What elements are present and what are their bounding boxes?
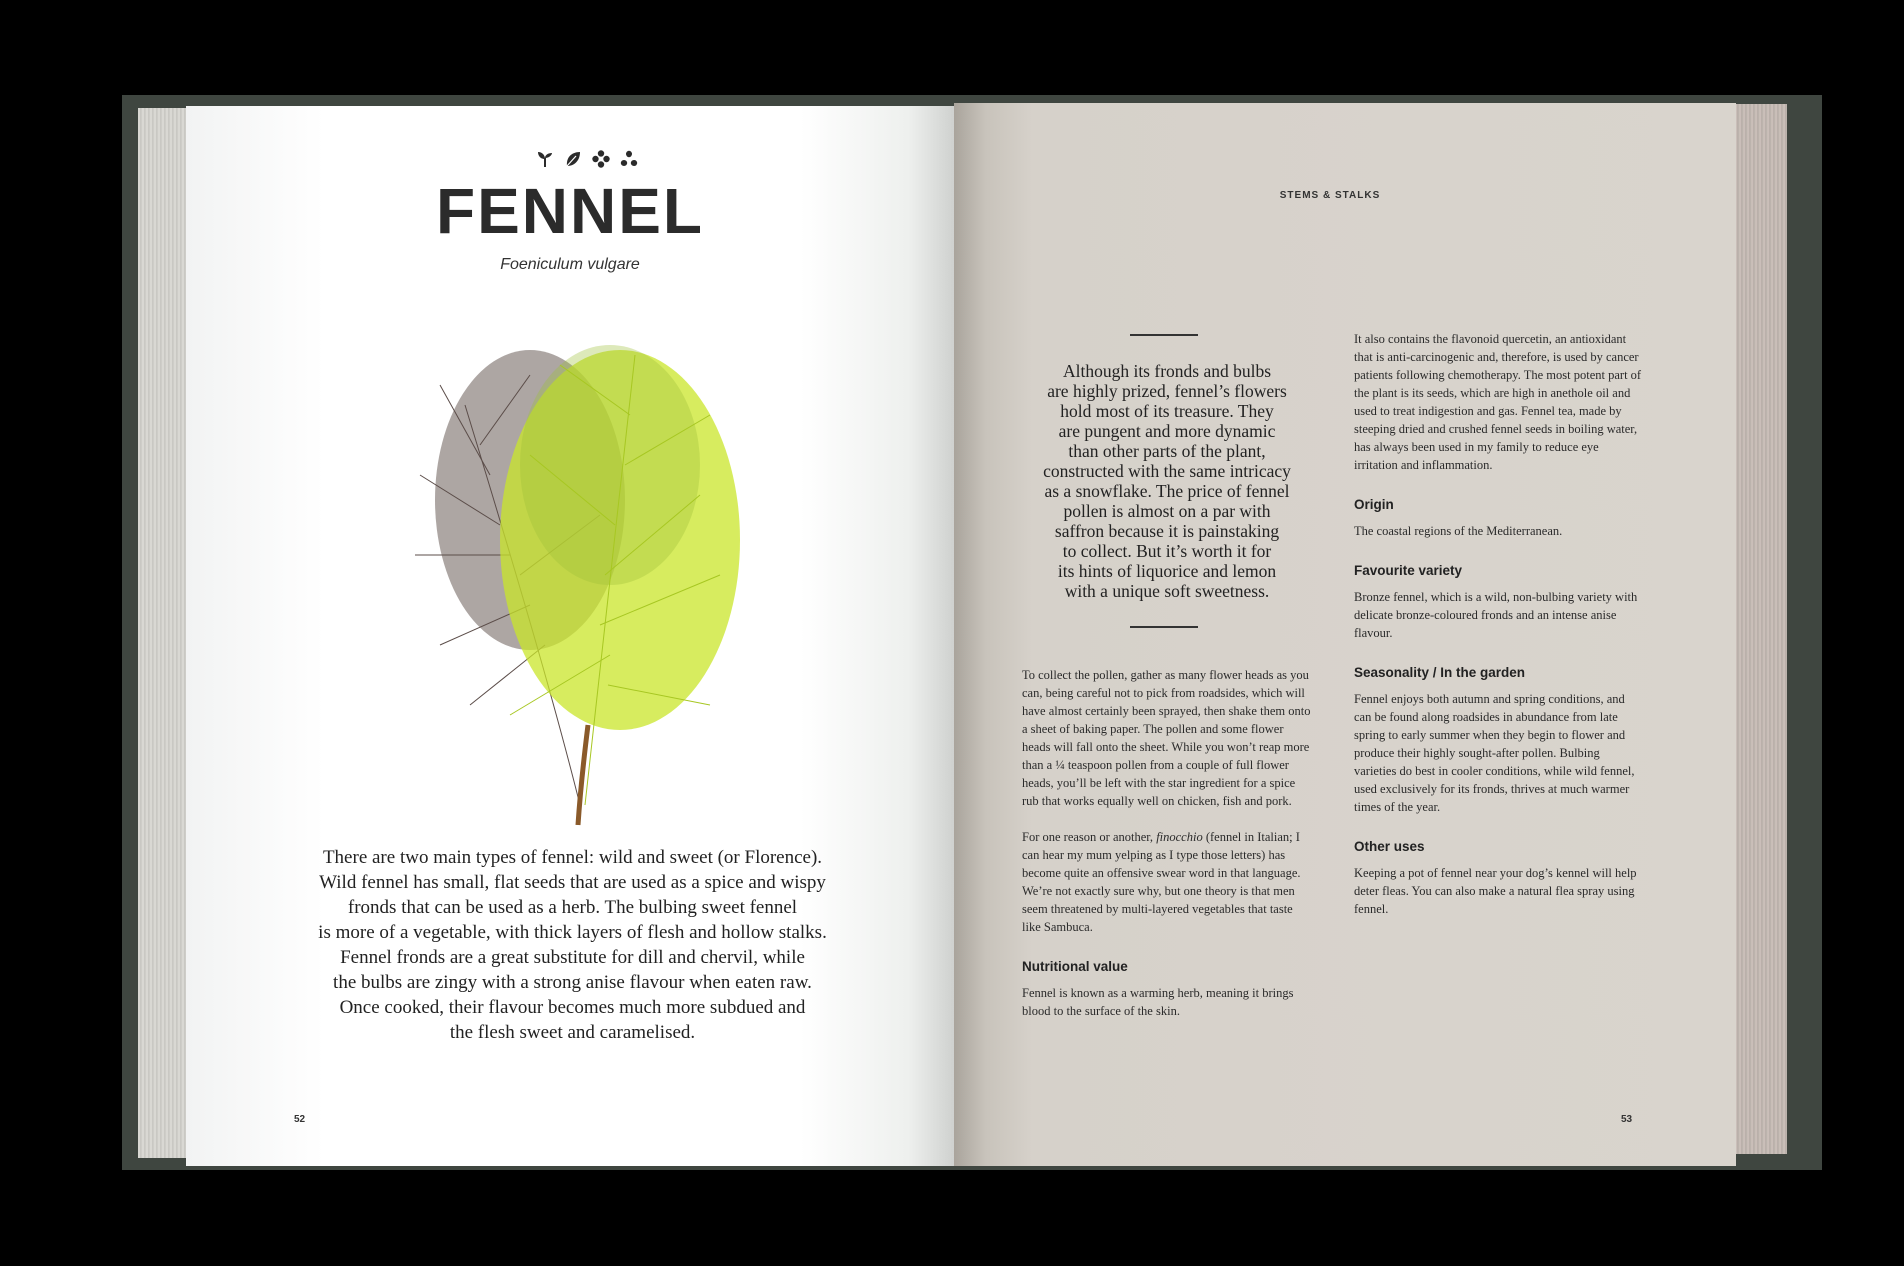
- nutrition-text: Fennel is known as a warming herb, meaning it brings blood to the surface of the skin.: [1022, 986, 1294, 1018]
- page-title: FENNEL: [436, 175, 704, 247]
- seasonality-heading: Seasonality / In the garden: [1354, 665, 1526, 680]
- pull-quote-line: with a unique soft sweetness.: [1064, 581, 1270, 601]
- other-uses-heading: Other uses: [1354, 839, 1425, 854]
- quercetin-paragraph: It also contains the flavonoid quercetin, an antioxidant that is anti-carcinogenic and, therefore, is used by cancer patients following chemotherapy. The most potent part of the plant is its seeds, which are high in anethole oil and used to treat indigestion and gas. Fennel tea, made by steeping dried and crushed fennel seeds in boiling water, has always been used in my family to reduce eye irritation and inflammation.: [1354, 332, 1642, 472]
- intro-line: There are two main types of fennel: wild and sweet (or Florence).: [322, 847, 823, 868]
- intro-line: the bulbs are zingy with a strong anise flavour when eaten raw.: [333, 972, 812, 993]
- intro-line: Wild fennel has small, flat seeds that are used as a spice and wispy: [319, 872, 826, 893]
- pull-quote-line: to collect. But it’s worth it for: [1062, 541, 1272, 561]
- seasonality-text: Fennel enjoys both autumn and spring conditions, and can be found along roadsides in abundance from late spring to early summer when they begin to flower and produce their highly sought-after pollen. Bulbing varieties do best in cooler conditions, while wild fennel, used exclusively for its fronds, thrives at much warmer times of the year.: [1354, 692, 1635, 814]
- left-page-edges: [138, 108, 188, 1158]
- page-number-right: 53: [1621, 1114, 1633, 1125]
- intro-paragraph: [280, 845, 865, 1045]
- pull-quote: [1012, 361, 1322, 601]
- fennel-fronds-photo: [380, 325, 800, 835]
- variety-text: Bronze fennel, which is a wild, non-bulbing variety with delicate bronze-coloured fronds and an intense anise flavour.: [1354, 590, 1638, 640]
- pull-quote-line: its hints of liquorice and lemon: [1057, 561, 1277, 581]
- category-icons: [535, 147, 645, 171]
- pull-quote-line: saffron because it is painstaking: [1054, 521, 1280, 541]
- pull-quote-line: pollen is almost on a par with: [1063, 501, 1271, 521]
- pull-quote-line: constructed with the same intricacy: [1043, 461, 1291, 481]
- intro-line: is more of a vegetable, with thick layers of flesh and hollow stalks.: [318, 922, 827, 943]
- pull-quote-line: are pungent and more dynamic: [1058, 421, 1276, 441]
- sprout-icon: [535, 149, 555, 169]
- body-column-left: [1022, 666, 1312, 1020]
- intro-line: Fennel fronds are a great substitute for dill and chervil, while: [340, 947, 805, 968]
- origin-heading: Origin: [1354, 497, 1394, 512]
- intro-line: the flesh sweet and caramelised.: [449, 1022, 696, 1043]
- green-fennel-frond: [500, 345, 740, 805]
- finocchio-word: finocchio: [1156, 830, 1203, 844]
- flower-icon: [591, 149, 611, 169]
- nutrition-heading: Nutritional value: [1022, 959, 1128, 974]
- finocchio-paragraph: [1022, 828, 1312, 936]
- pull-quote-line: are highly prized, fennel’s flowers: [1047, 381, 1287, 401]
- finocchio-text-end: (fennel in Italian; I can hear my mum yelping as I type those letters) has become quite an offensive swear word in that language. We’re not exactly sure why, but one theory is that men seem threatened by multi-layered vegetables that taste like Sambuca.: [1022, 830, 1301, 934]
- latin-name: Foeniculum vulgare: [500, 256, 640, 273]
- fennel-stem: [578, 725, 588, 825]
- seeds-icon: [619, 149, 639, 169]
- pull-quote-line: Although its fronds and bulbs: [1062, 361, 1272, 381]
- origin-text: The coastal regions of the Mediterranean.: [1354, 524, 1563, 538]
- leaf-icon: [563, 149, 583, 169]
- pollen-paragraph: To collect the pollen, gather as many flower heads as you can, being careful not to pick from roadsides, which will have almost certainly been sprayed, then shake them onto a sheet of baking paper. The pollen and some flower heads will fall onto the sheet. While you won’t reap more than a ¼ teaspoon pollen from a couple of full flower heads, you’ll be left with the star ingredient for a spice rub that works equally well on chicken, fish and pork.: [1022, 668, 1311, 808]
- finocchio-text-start: For one reason or another,: [1022, 830, 1157, 844]
- variety-heading: Favourite variety: [1354, 563, 1463, 578]
- pull-quote-line: hold most of its treasure. They: [1060, 401, 1274, 421]
- page-number-left: 52: [294, 1114, 306, 1125]
- intro-line: Once cooked, their flavour becomes much more subdued and: [339, 997, 806, 1018]
- running-head: STEMS & STALKS: [1279, 190, 1381, 201]
- body-column-right: [1354, 330, 1644, 918]
- pull-quote-bottom-rule: [1130, 626, 1198, 628]
- pull-quote-top-rule: [1130, 334, 1198, 336]
- intro-line: fronds that can be used as a herb. The bulbing sweet fennel: [347, 897, 798, 918]
- right-page-edges: [1735, 104, 1787, 1154]
- pull-quote-line: as a snowflake. The price of fennel: [1044, 481, 1290, 501]
- pull-quote-line: than other parts of the plant,: [1068, 441, 1266, 461]
- other-uses-text: Keeping a pot of fennel near your dog’s kennel will help deter fleas. You can also make a natural flea spray using fennel.: [1354, 866, 1637, 916]
